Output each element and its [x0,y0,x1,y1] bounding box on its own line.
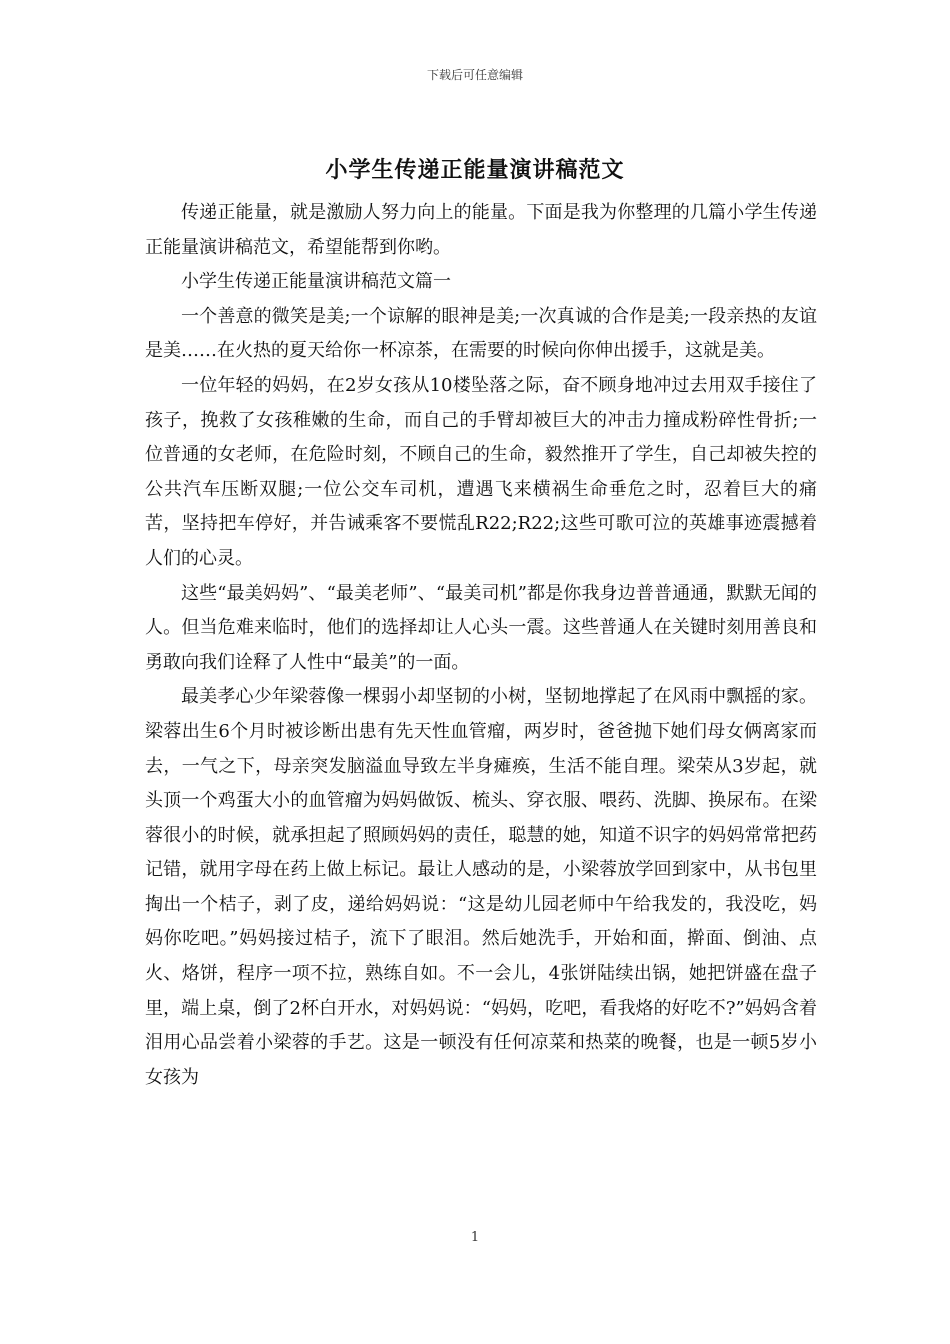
page-number: 1 [470,1230,480,1245]
section-heading: 小学生传递正能量演讲稿范文篇一 [181,271,451,293]
paragraph: 传递正能量，就是激励人努力向上的能量。下面是我为你整理的几篇小学生传递正能量演讲稿范文，希望能帮到你哟。 [145,202,817,258]
document-title: 小学生传递正能量演讲稿范文 [325,157,625,183]
page-header: 下载后可任意编辑 [426,68,523,82]
paragraph: 一位年轻的妈妈，在2岁女孩从10楼坠落之际，奋不顾身地冲过去用双手接住了孩子，挽救了女孩稚嫩的生命，而自己的手臂却被巨大的冲击力撞成粉碎性骨折;一位普通的女老师，在危险时刻，不顾自己的生命，毅然推开了学生，自己却被失控的公共汽车压断双腿;一位公交车司机，遭遇飞来横祸生命垂危之时，忍着巨大的痛苦，坚持把车停好，并告诫乘客不要慌乱R22;R22;这些可歌可泣的英雄事迹震撼着人们的心灵。 [145,374,817,569]
paragraph: 这些“最美妈妈”、“最美老师”、“最美司机”都是你我身边普普通通，默默无闻的人。但当危难来临时，他们的选择却让人心头一震。这些普通人在关键时刻用善良和勇敢向我们诠释了人性中“最美”的一面。 [145,582,817,673]
document-body [145,196,817,1095]
paragraph: 一个善意的微笑是美;一个谅解的眼神是美;一次真诚的合作是美;一段亲热的友谊是美……在火热的夏天给你一杯凉茶，在需要的时候向你伸出援手，这就是美。 [145,305,817,362]
paragraph: 最美孝心少年梁蓉像一棵弱小却坚韧的小树，坚韧地撑起了在风雨中飘摇的家。梁蓉出生6个月时被诊断出患有先天性血管瘤，两岁时，爸爸抛下她们母女俩离家而去，一气之下，母亲突发脑溢血导致左半身瘫痪，生活不能自理。梁荣从3岁起，就头顶一个鸡蛋大小的血管瘤为妈妈做饭、梳头、穿衣服、喂药、洗脚、换尿布。在梁蓉很小的时候，就承担起了照顾妈妈的责任，聪慧的她，知道不识字的妈妈常常把药记错，就用字母在药上做上标记。最让人感动的是，小梁蓉放学回到家中，从书包里掏出一个桔子，剥了皮，递给妈妈说：“这是幼儿园老师中午给我发的，我没吃，妈妈你吃吧。”妈妈接过桔子，流下了眼泪。然后她洗手，开始和面，擀面、倒油、点火、烙饼，程序一项不拉，熟练自如。不一会儿，4张饼陆续出锅，她把饼盛在盘子里，端上桌，倒了2杯白开水，对妈妈说：“妈妈，吃吧，看我烙的好吃不?”妈妈含着泪用心品尝着小梁蓉的手艺。这是一顿没有任何凉菜和热菜的晚餐，也是一顿5岁小女孩为 [145,686,817,1088]
